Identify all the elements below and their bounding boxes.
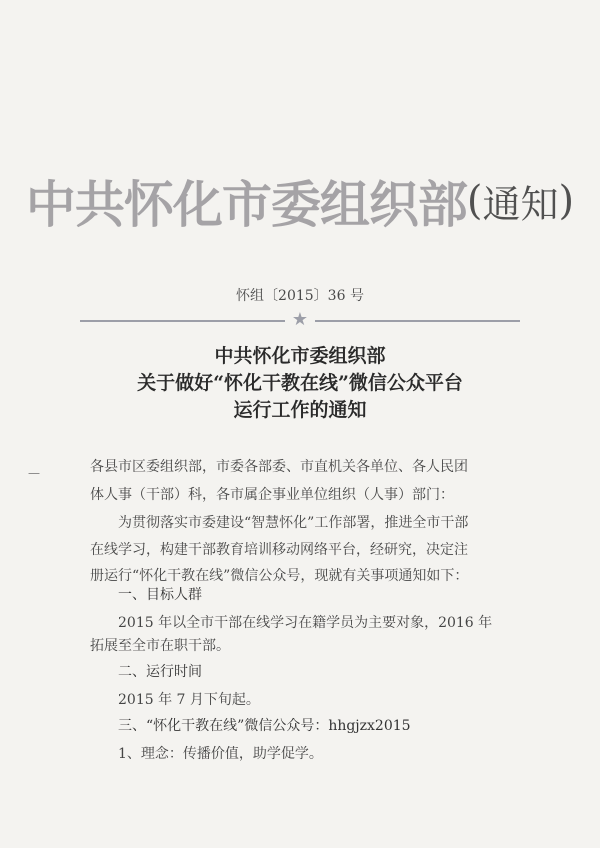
divider — [80, 309, 520, 330]
section1-line-1: 2015 年以全市干部在线学习在籍学员为主要对象，2016 年 — [118, 615, 493, 631]
section2-heading: 二、运行时间 — [118, 664, 202, 680]
doc-number: 怀组〔2015〕36 号 — [236, 288, 364, 304]
section1-line-2: 拓展至全市在职干部。 — [90, 638, 230, 654]
recipients-line-1: 各县市区委组织部，市委各部委、市直机关各单位、各人民团 — [90, 459, 468, 475]
section2-line-1: 2015 年 7 月下旬起。 — [118, 692, 260, 708]
masthead-paren-close: ) — [558, 178, 575, 224]
masthead — [0, 165, 600, 237]
masthead-org: 中共怀化市委组织部 — [25, 175, 467, 234]
intro-line-3: 册运行“怀化干教在线”微信公众号，现就有关事项通知如下： — [90, 568, 469, 584]
intro-line-2: 在线学习，构建干部教育培训移动网络平台，经研究，决定注 — [90, 542, 468, 558]
divider-line-right — [315, 320, 520, 322]
title-line-2: 关于做好“怀化干教在线”微信公众平台 — [137, 372, 463, 394]
recipients-line-2: 体人事（干部）科，各市属企事业单位组织（人事）部门： — [90, 487, 454, 503]
title-line-3: 运行工作的通知 — [233, 399, 367, 421]
title-line-1: 中共怀化市委组织部 — [214, 345, 386, 367]
masthead-doc-type: 通知 — [482, 182, 559, 227]
intro-line-1: 为贯彻落实市委建设“智慧怀化”工作部署，推进全市干部 — [118, 515, 469, 531]
divider-line-left — [80, 320, 285, 322]
section1-heading: 一、目标人群 — [118, 587, 202, 603]
masthead-paren-open: ( — [466, 178, 483, 224]
section3-heading: 三、“怀化干教在线”微信公众号：hhgjzx2015 — [118, 718, 411, 734]
margin-mark: — — [28, 466, 40, 480]
section3-item-1: 1、理念：传播价值，助学促学。 — [118, 746, 323, 762]
star-icon: ★ — [291, 309, 309, 330]
